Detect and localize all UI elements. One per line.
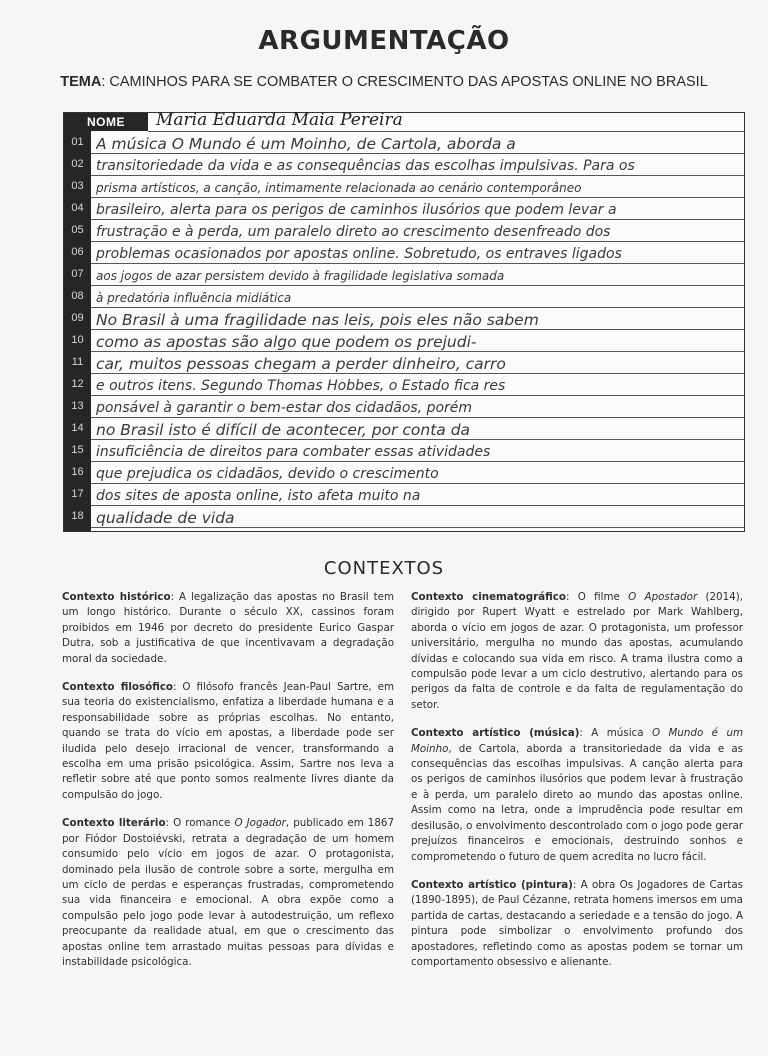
essay-line bbox=[64, 220, 744, 242]
context-heading: Contexto histórico bbox=[62, 591, 171, 603]
essay-line bbox=[64, 396, 744, 418]
essay-line bbox=[64, 418, 744, 440]
work-title: O Jogador bbox=[234, 817, 286, 830]
line-number: 11 bbox=[71, 356, 84, 368]
context-paragraph bbox=[411, 878, 743, 970]
context-heading: Contexto filosófico bbox=[62, 681, 174, 694]
essay-line bbox=[64, 308, 744, 330]
essay-line bbox=[64, 440, 744, 462]
essay-line bbox=[64, 506, 744, 528]
context-body: (2014), dirigido por Rupert Wyatt e estrelado por Mark Wahlberg, aborda o vício em jogos de azar. O protagonista, um professor universitário, mergulha no mundo das apostas, acumulando dívidas e colocando sua vida em risco. A trama ilustra como a compulsão pode levar a um ciclo destrutivo, alertando para os perigos da falta de controle e da falta de regulamentação do setor. bbox=[411, 591, 743, 711]
context-body: : A legalização das apostas no Brasil tem um longo histórico. Durante o século XX, cassinos foram proibidos em 1946 por decreto do presidente Eurico Gaspar Dutra, sob a justificativa de que incentivavam a degradação moral da sociedade. bbox=[62, 591, 394, 665]
line-number: 07 bbox=[71, 268, 84, 280]
handwritten-text: à predatória influência midiática bbox=[96, 291, 292, 305]
handwritten-text: transitoriedade da vida e as consequências das escolhas impulsivas. Para os bbox=[96, 158, 635, 174]
context-heading: Contexto literário bbox=[62, 817, 166, 830]
essay-line bbox=[64, 462, 744, 484]
theme-line bbox=[0, 74, 768, 90]
line-number: 12 bbox=[71, 378, 84, 390]
context-body: , de Cartola, aborda a transitoriedade da vida e as consequências das escolhas impulsivas. A canção alerta para os perigos de caminhos ilusórios que podem levar à frustração e à perda, um paralelo direto ao mundo das apostas online. Assim como na letra, onde a imprudência pode resultar em desilusão, o envolvimento descontrolado com o jogo pode gerar prejuízos financeiros e emocionais, destruindo sonhos e comprometendo o futuro de quem acredita no lucro fácil. bbox=[411, 742, 743, 863]
line-number: 16 bbox=[71, 466, 84, 478]
essay-line bbox=[64, 132, 744, 154]
essay-sheet bbox=[63, 112, 745, 532]
handwritten-text: no Brasil isto é difícil de acontecer, por conta da bbox=[96, 422, 471, 439]
context-paragraph bbox=[62, 816, 394, 970]
contexts-title: CONTEXTOS bbox=[323, 558, 445, 579]
work-title: O Mundo é um Moinho bbox=[411, 727, 743, 755]
context-body-intro: : O romance bbox=[165, 817, 235, 830]
context-body-intro: : O filme bbox=[565, 591, 629, 603]
essay-line bbox=[64, 242, 744, 264]
line-number: 05 bbox=[71, 224, 84, 236]
essay-line bbox=[64, 198, 744, 220]
context-paragraph bbox=[411, 726, 743, 865]
handwritten-text: qualidade de vida bbox=[96, 510, 235, 527]
line-number: 17 bbox=[71, 488, 84, 500]
context-body-intro: : A música bbox=[579, 727, 652, 740]
line-number: 09 bbox=[71, 312, 84, 324]
line-number: 01 bbox=[71, 136, 84, 148]
work-title: O Apostador bbox=[628, 591, 698, 603]
context-paragraph bbox=[62, 680, 394, 803]
line-number: 14 bbox=[71, 422, 84, 434]
handwritten-text: como as apostas são algo que podem os prejudi- bbox=[96, 334, 477, 351]
handwritten-text: aos jogos de azar persistem devido à fragilidade legislativa somada bbox=[96, 269, 505, 283]
handwritten-text: frustração e à perda, um paralelo direto ao crescimento desenfreado dos bbox=[96, 224, 611, 240]
handwritten-text: e outros itens. Segundo Thomas Hobbes, o Estado fica res bbox=[96, 378, 506, 394]
context-paragraph bbox=[411, 590, 743, 713]
handwritten-text: ponsável à garantir o bem-estar dos cidadãos, porém bbox=[96, 400, 473, 416]
essay-line bbox=[64, 264, 744, 286]
handwritten-text: prisma artísticos, a canção, intimamente relacionada ao cenário contemporâneo bbox=[96, 181, 582, 195]
context-body: : O filósofo francês Jean-Paul Sartre, em sua teoria do existencialismo, enfatiza a liberdade humana e a responsabilidade sobre as próprias escolhas. No entanto, quando se trata do vício em apostas, a liberdade pode ser iludida pelo desejo irracional de vencer, transformando a escolha em uma prisão psicológica. Assim, Sartre nos leva a refletir sobre até que ponto somos realmente livres diante da compulsão do jogo. bbox=[62, 681, 395, 801]
essay-line bbox=[64, 484, 744, 506]
handwritten-text: dos sites de aposta online, isto afeta muito na bbox=[96, 488, 421, 504]
handwritten-text: No Brasil à uma fragilidade nas leis, pois eles não sabem bbox=[96, 312, 539, 329]
line-number: 13 bbox=[71, 400, 84, 412]
student-name: Maria Eduarda Maia Pereira bbox=[156, 110, 403, 130]
contexts-left-column bbox=[62, 590, 394, 983]
handwritten-text: car, muitos pessoas chegam a perder dinheiro, carro bbox=[96, 356, 506, 373]
context-body: : A obra Os Jogadores de Cartas (1890-1895), de Paul Cézanne, retrata homens imersos em uma partida de cartas, destacando a seriedade e a tensão do jogo. A pintura pode simbolizar o envolvimento profundo dos apostadores, refletindo como as apostas podem se tornar um comportamento obsessivo e alienante. bbox=[411, 878, 743, 968]
theme-label: TEMA bbox=[60, 74, 102, 90]
essay-line bbox=[64, 330, 744, 352]
line-number: 10 bbox=[71, 334, 84, 346]
line-number: 04 bbox=[71, 202, 84, 214]
line-number: 18 bbox=[71, 510, 84, 522]
theme-text: : CAMINHOS PARA SE COMBATER O CRESCIMENTO DAS APOSTAS ONLINE NO BRASIL bbox=[101, 74, 708, 90]
handwritten-text: brasileiro, alerta para os perigos de caminhos ilusórios que podem levar a bbox=[96, 202, 617, 218]
essay-line bbox=[64, 286, 744, 308]
page-title: ARGUMENTAÇÃO bbox=[258, 26, 510, 56]
line-number: 15 bbox=[71, 444, 84, 456]
essay-line bbox=[64, 176, 744, 198]
line-number: 02 bbox=[71, 158, 84, 170]
handwritten-text: problemas ocasionados por apostas online. Sobretudo, os entraves ligados bbox=[96, 246, 622, 262]
essay-line bbox=[64, 352, 744, 374]
line-number: 08 bbox=[71, 290, 84, 302]
essay-line bbox=[64, 374, 744, 396]
context-heading: Contexto cinematográfico bbox=[411, 591, 566, 603]
context-paragraph bbox=[62, 590, 394, 667]
name-label: NOME bbox=[64, 113, 148, 131]
context-body: , publicado em 1867 por Fiódor Dostoiévski, retrata a degradação de um homem consumido pelo vício em jogos de azar. O protagonista, dominado pela ilusão de controle sobre a sorte, mergulha em um ciclo de perdas e esperanças frustradas, comprometendo sua vida financeira e emocional. A obra expõe como a compulsão pelo jogo pode levar à autodestruição, um reflexo preocupante da realidade atual, em que o crescimento das apostas online tem arrastado muitas pessoas para dívidas e instabilidade psicológica. bbox=[62, 817, 394, 968]
line-rule bbox=[91, 527, 744, 528]
context-heading: Contexto artístico (pintura) bbox=[411, 878, 573, 891]
handwritten-text: A música O Mundo é um Moinho, de Cartola, aborda a bbox=[96, 136, 516, 153]
handwritten-text: insuficiência de direitos para combater essas atividades bbox=[96, 444, 491, 460]
context-heading: Contexto artístico (música) bbox=[411, 727, 580, 740]
line-number: 06 bbox=[71, 246, 84, 258]
line-number: 03 bbox=[71, 180, 84, 192]
essay-line bbox=[64, 154, 744, 176]
handwritten-text: que prejudica os cidadãos, devido o crescimento bbox=[96, 466, 439, 482]
contexts-right-column bbox=[411, 590, 743, 983]
